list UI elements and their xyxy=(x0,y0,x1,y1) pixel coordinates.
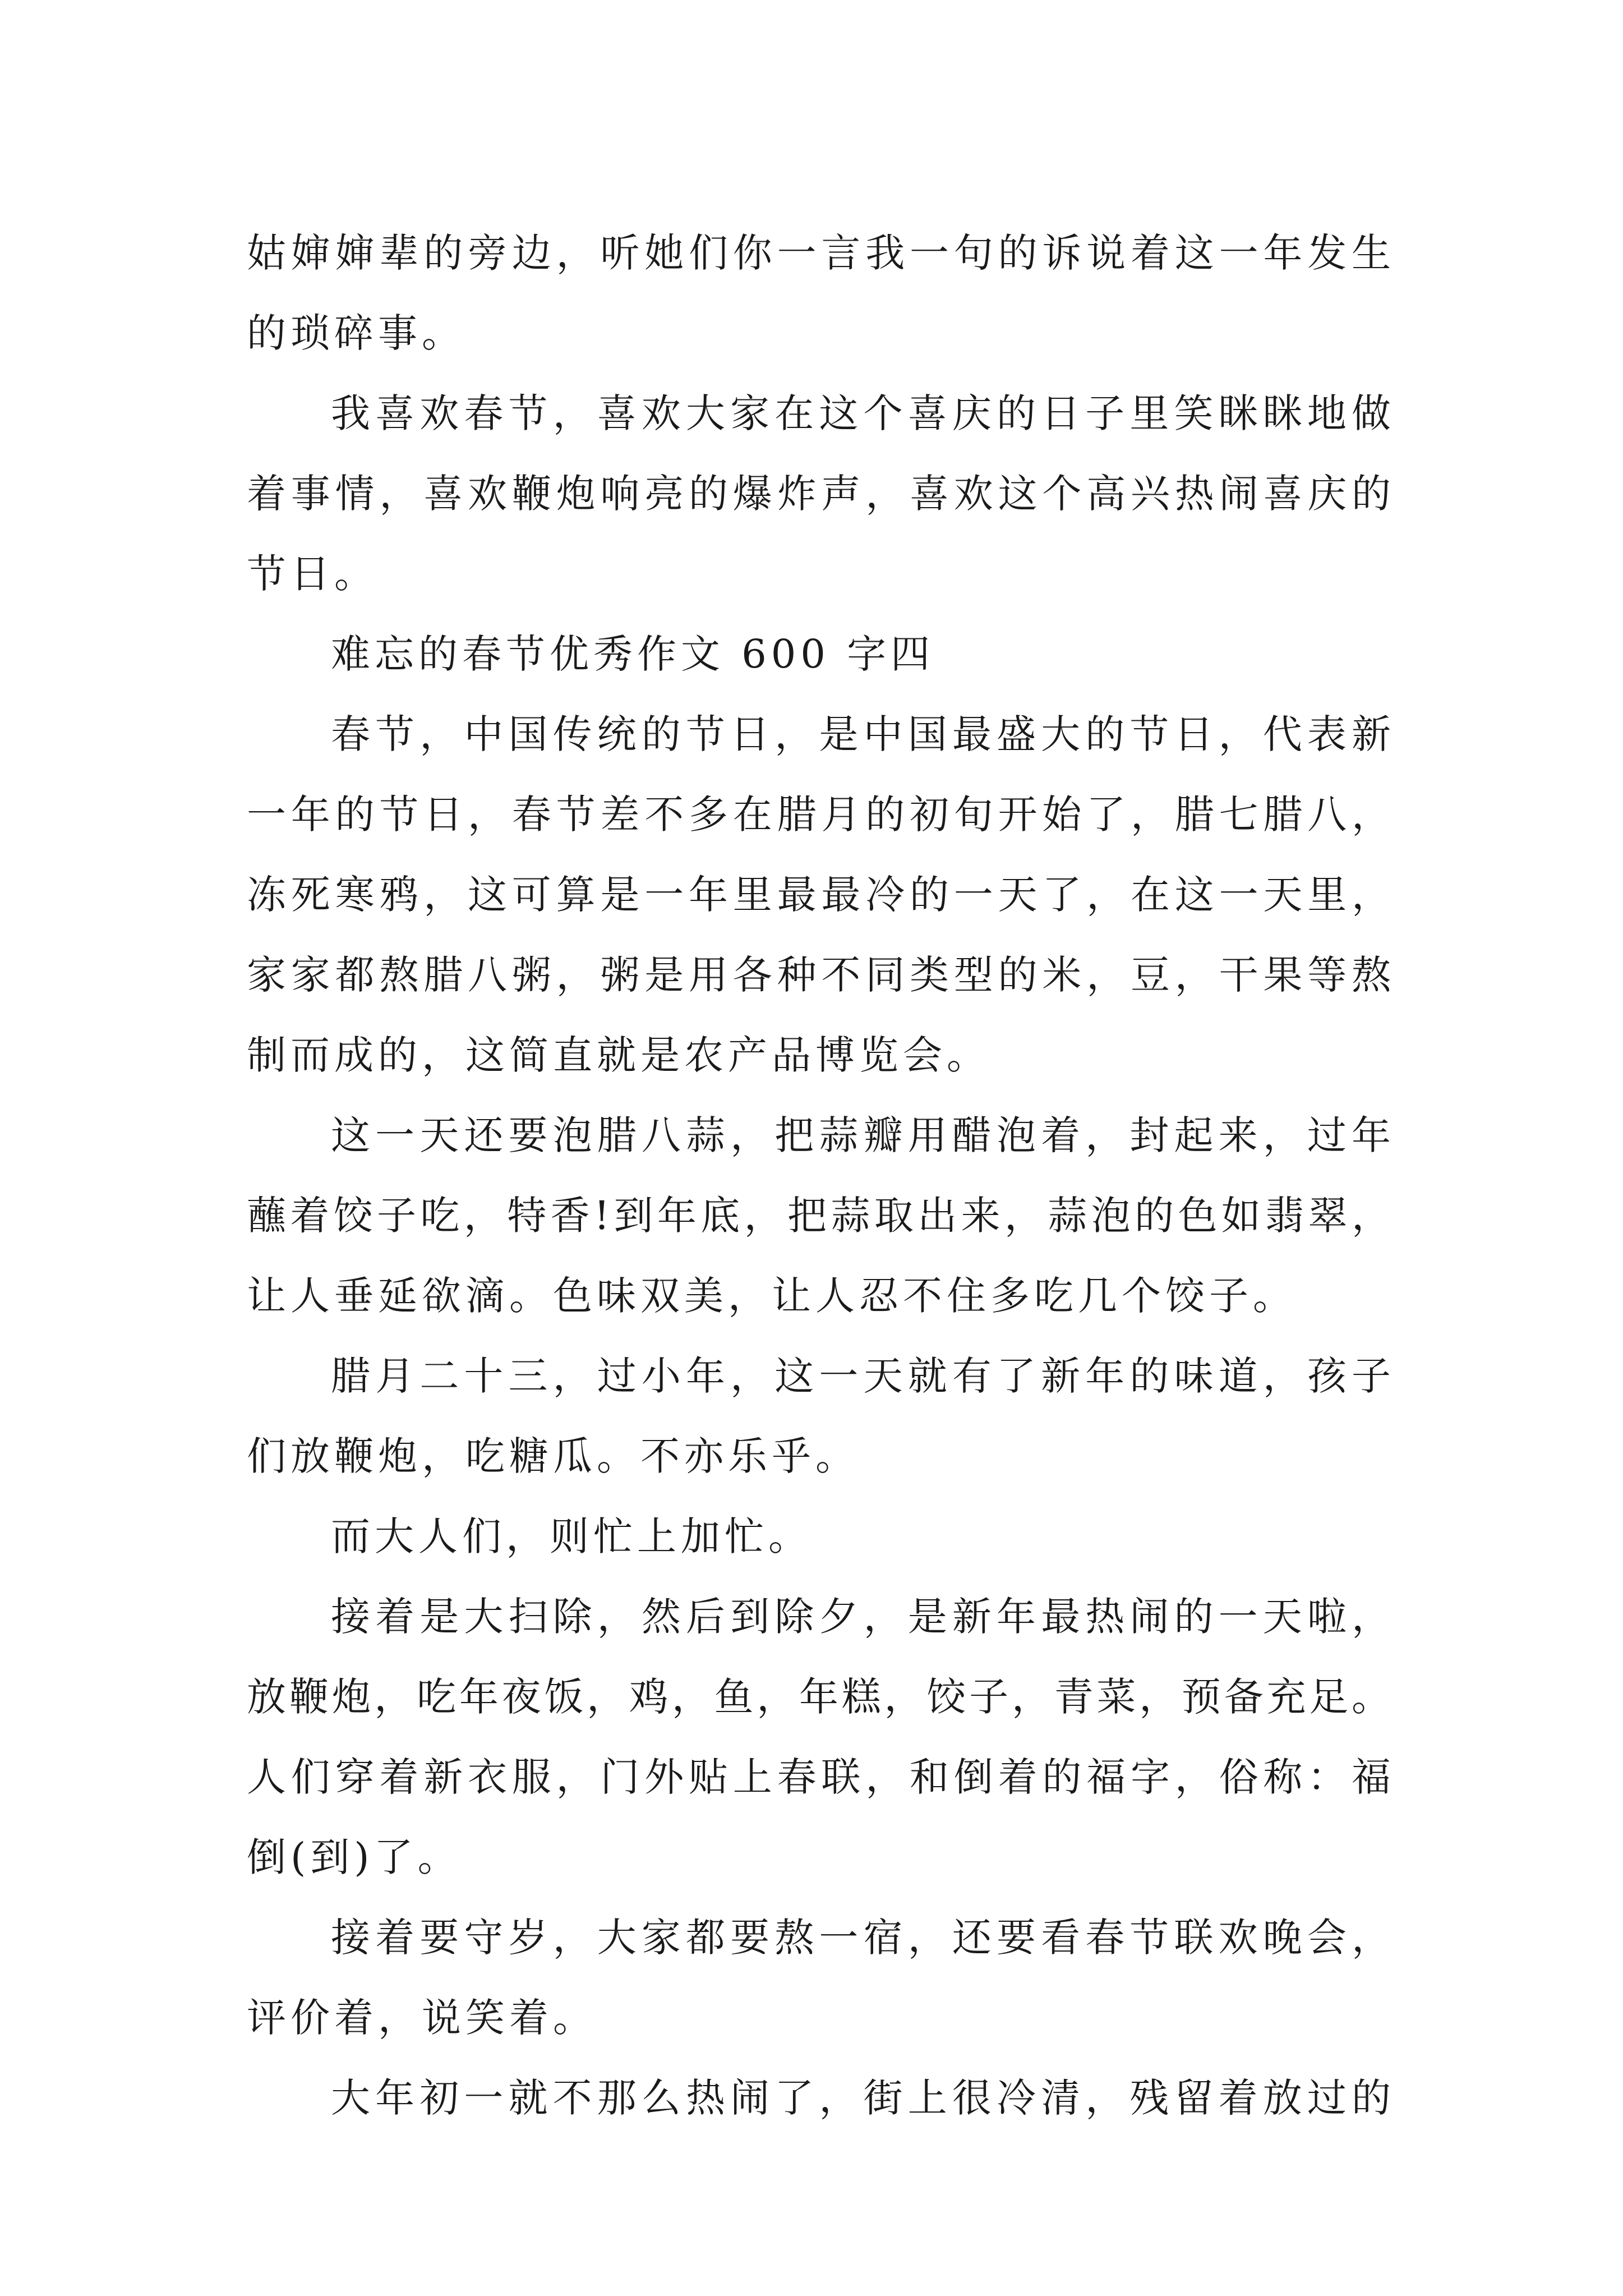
text-line: 家家都熬腊八粥，粥是用各种不同类型的米，豆，干果等熬 xyxy=(247,952,1391,998)
text-line: 接着要守岁，大家都要熬一宿，还要看春节联欢晚会， xyxy=(331,1915,1391,1961)
text-line: 腊月二十三，过小年，这一天就有了新年的味道，孩子 xyxy=(331,1353,1391,1399)
text-line: 制而成的，这简直就是农产品博览会。 xyxy=(247,1032,990,1078)
text-line: 而大人们，则忙上加忙。 xyxy=(331,1513,812,1559)
text-line: 难忘的春节优秀作文 600 字四 xyxy=(331,631,935,677)
text-line: 人们穿着新衣服，门外贴上春联，和倒着的福字，俗称：福 xyxy=(247,1754,1391,1800)
text-line: 我喜欢春节，喜欢大家在这个喜庆的日子里笑眯眯地做 xyxy=(331,390,1391,436)
text-line: 姑婶婶辈的旁边，听她们你一言我一句的诉说着这一年发生 xyxy=(247,230,1391,276)
text-line: 倒(到)了。 xyxy=(247,1834,462,1880)
text-line: 放鞭炮，吃年夜饭，鸡，鱼，年糕，饺子，青菜，预备充足。 xyxy=(247,1674,1391,1720)
text-line: 春节，中国传统的节日，是中国最盛大的节日，代表新 xyxy=(331,711,1391,757)
text-line: 评价着，说笑着。 xyxy=(247,1995,597,2041)
text-line: 蘸着饺子吃，特香!到年底，把蒜取出来，蒜泡的色如翡翠， xyxy=(247,1193,1391,1239)
text-line: 让人垂延欲滴。色味双美，让人忍不住多吃几个饺子。 xyxy=(247,1273,1297,1319)
text-line: 着事情，喜欢鞭炮响亮的爆炸声，喜欢这个高兴热闹喜庆的 xyxy=(247,471,1391,517)
text-line: 们放鞭炮，吃糖瓜。不亦乐乎。 xyxy=(247,1433,859,1479)
text-line: 节日。 xyxy=(247,551,378,597)
essay-body xyxy=(247,213,1391,2138)
text-line: 这一天还要泡腊八蒜，把蒜瓣用醋泡着，封起来，过年 xyxy=(331,1112,1391,1158)
text-line: 大年初一就不那么热闹了，街上很冷清，残留着放过的 xyxy=(331,2075,1391,2121)
text-line: 的琐碎事。 xyxy=(247,310,465,356)
text-line: 接着是大扫除，然后到除夕，是新年最热闹的一天啦， xyxy=(331,1594,1391,1640)
text-line: 一年的节日，春节差不多在腊月的初旬开始了，腊七腊八， xyxy=(247,792,1391,838)
text-line: 冻死寒鸦，这可算是一年里最最冷的一天了，在这一天里， xyxy=(247,872,1391,918)
